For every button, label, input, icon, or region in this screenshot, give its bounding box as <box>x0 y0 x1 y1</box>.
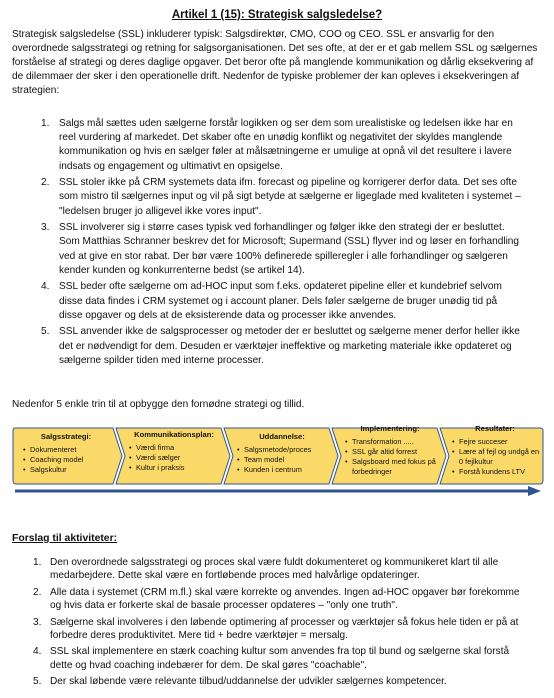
list-item-text: Sælgerne skal involveres i den løbende optimering af processer og værktøjer så fokus hele tiden er på at forbedre deres produktivitet. Mere tid + bedre værktøjer = mersalg. <box>50 616 519 642</box>
list-number: 5. <box>33 676 42 688</box>
list-item-text: Der skal løbende være relevante tilbud/uddannelse der udvikler sælgernes kompetencer. <box>50 676 447 688</box>
list-item-text: Alle data i systemet (CRM m.fl.) skal være korrekte og anvendes. Ingen ad-HOC opgaver bør forekomme og hvis data er forkerte skal de basale processer opdateres – "only one truth". <box>50 586 520 612</box>
step-title: Salgsstrategi: <box>40 432 92 441</box>
list-item <box>33 645 530 672</box>
timeline-arrow-head <box>528 486 541 496</box>
list-number: 4. <box>33 646 42 658</box>
list-item <box>33 616 530 643</box>
step-item: • Værdi firma <box>136 443 222 453</box>
step-item: • Coaching model <box>30 455 112 465</box>
list-item <box>41 221 521 278</box>
activities-heading: Forslag til aktiviteter: <box>12 533 118 544</box>
step-item: • Lære af fejl og undgå en 0 fejlkultur <box>459 447 541 467</box>
list-number: 5. <box>41 326 50 338</box>
step-item: • SSL går altid forrest <box>352 447 438 457</box>
list-item-text: SSL skal implementere en stærk coaching kultur som anvendes fra top til bund og sælgerne skal forstå dette og hvad coaching indebærer for dem. De skal gøres "coachable". <box>50 646 510 671</box>
step-box-1 <box>20 432 112 494</box>
list-item <box>33 556 530 583</box>
list-item-text: SSL stoler ikke på CRM systemets data ifm. forecast og pipeline og korrigerer derfor data. Det ses ofte som mistro til sælgernes input og vil på sigt betyde at sælgerne er ligeglade med kvaliteten i systemet – "ledelsen bruger jo alligevel ikke vores input". <box>59 177 521 217</box>
list-item <box>41 280 521 323</box>
step-item: • Salgskultur <box>30 465 112 475</box>
step-title: Uddannelse: <box>259 432 305 441</box>
step-item: • Team model <box>244 455 330 465</box>
step-item: • Kultur i praksis <box>136 463 222 473</box>
list-number: 1. <box>33 557 42 568</box>
list-item <box>41 176 521 219</box>
list-number: 3. <box>33 616 42 628</box>
list-item <box>33 586 530 613</box>
step-item: • Salgsmetode/proces <box>244 445 330 455</box>
list-item <box>41 117 521 174</box>
list-item-text: Salgs mål sættes uden sælgerne forstår logikken og ser dem som urealistiske og ledelsen ikke har en reel vurdering af markedet. Det skaber ofte en unødig konflikt og negativitet der skyldes manglende kommunikation og hvis en sælger føler at målsætningerne er umulige at opnå vil det resultere i lavere indsats og engagement og ultimativt en opsigelse. <box>59 118 513 172</box>
step-item: • Dokumenteret <box>30 445 112 455</box>
step-title: Resultater: <box>475 424 515 433</box>
list-number: 1. <box>41 118 50 129</box>
step-item: • Transformation ..... <box>352 437 438 447</box>
step-item: • Fejre succeser <box>459 437 541 447</box>
step-item: • Salgsboard med fokus på forbedringer <box>352 457 438 477</box>
step-box-2 <box>126 430 222 492</box>
step-box-3 <box>234 432 330 494</box>
list-item-text: SSL beder ofte sælgerne om ad-HOC input som f.eks. opdateret pipeline eller et kundebrief selvom disse data findes i CRM systemet og i account planer. Dels føler sælgerne de bruger unødig tid på disse opgaver og dels at de eksisterende data og processer ikke anvendes. <box>59 281 502 321</box>
problem-list <box>41 117 521 370</box>
step-box-5 <box>449 424 541 486</box>
steps-lead-text: Nedenfor 5 enkle trin til at opbygge den fornødne strategi og tillid. <box>12 399 305 410</box>
step-title: Kommunikationsplan: <box>134 430 214 439</box>
step-item: • Forstå kundens LTV <box>459 467 541 477</box>
activities-list <box>33 556 530 692</box>
step-item: • Kunden i centrum <box>244 465 330 475</box>
list-item <box>33 675 530 688</box>
step-title: Implementering: <box>360 424 420 433</box>
list-item-text: SSL anvender ikke de salgsprocesser og metoder der er besluttet og sælgerne mener derfor heller ikke det er nødvendigt for dem. Desuden er værktøjer ineffektive og marketing materiale ikke opdateret og sælgerne spilder tiden med interne processer. <box>59 326 520 366</box>
list-number: 4. <box>41 281 50 293</box>
steps-diagram <box>12 423 544 497</box>
list-item-text: SSL involverer sig i større cases typisk ved forhandlinger og følger ikke den strategi der er besluttet. Som Matthias Schranner beskrev det for Microsoft; Supermand (SSL) flyver ind og løser en forhandling ved at give en stor rabat. Der bør være 100% definerede spilleregler i alle forhandlinger og sælgeren kender kunden og konkurrenterne bedst (se artikel 14). <box>59 222 520 276</box>
list-item <box>41 325 521 368</box>
article-title: Artikel 1 (15): Strategisk salgsledelse? <box>171 9 383 21</box>
list-item-text: Den overordnede salgsstrategi og proces skal være fuldt dokumenteret og kommunikeret klart til alle medarbejdere. Dette skal være en fortløbende proces med halvårlige opdateringer. <box>50 557 499 582</box>
step-box-4 <box>342 424 438 486</box>
intro-paragraph: Strategisk salgsledelse (SSL) inkluderer typisk: Salgsdirektør, CMO, COO og CEO. SSL er ansvarlig for den overordnede salgsstrategi og retning for salgsorganisationen. Det ses ofte, at der er et gab mellem SSL og sælgernes forståelse af strategi og deres daglige opgaver. Det beror ofte på manglende kommunikation og dårlig eksekvering af de dilemmaer der sker i den operationelle drift. Nedenfor de typiske problemer der kan opleves i eksekveringen af strategien: <box>12 29 538 96</box>
list-number: 3. <box>41 222 50 234</box>
step-item: • Værdi sælger <box>136 453 222 463</box>
list-number: 2. <box>33 586 42 598</box>
list-number: 2. <box>41 177 50 189</box>
